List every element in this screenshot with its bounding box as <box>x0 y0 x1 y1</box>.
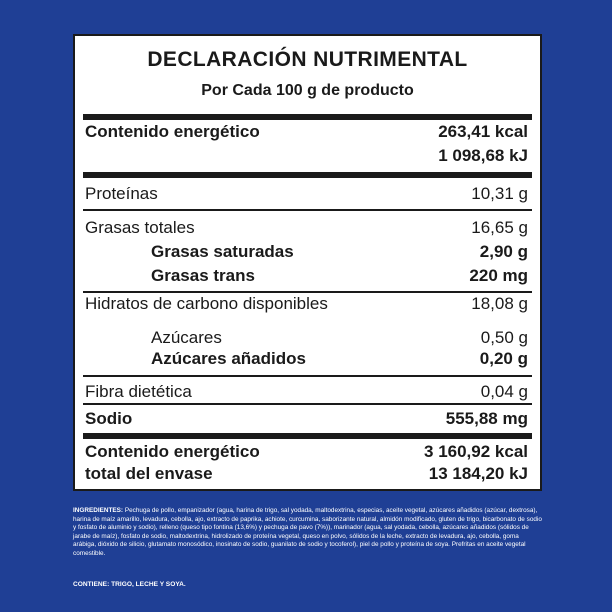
added-sugars-value: 0,20 g <box>479 349 528 368</box>
total-energy-row <box>83 442 528 488</box>
nutrition-title: DECLARACIÓN NUTRIMENTAL <box>147 48 468 71</box>
fiber-label: Fibra dietética <box>85 382 192 401</box>
energy-label: Contenido energético <box>85 122 260 141</box>
total-energy-kcal: 3 160,92 kcal <box>424 442 528 461</box>
saturated-fats-value: 2,90 g <box>479 242 528 261</box>
nutrition-subtitle: Por Cada 100 g de producto <box>201 82 414 99</box>
proteins-value: 10,31 g <box>471 184 528 203</box>
saturated-fats-label: Grasas saturadas <box>151 242 294 261</box>
energy-kj: 1 098,68 kJ <box>438 146 528 165</box>
carbs-value: 18,08 g <box>471 294 528 313</box>
divider-thin <box>83 403 532 405</box>
divider-thin <box>83 209 532 211</box>
nutrition-header <box>75 36 540 114</box>
divider-thick <box>83 172 532 178</box>
divider-thin <box>83 375 532 377</box>
ingredients-text <box>73 507 543 559</box>
divider-thin <box>83 291 532 293</box>
carbs-label: Hidratos de carbono disponibles <box>85 294 328 313</box>
energy-row <box>83 122 528 168</box>
total-energy-label-line2: total del envase <box>85 464 213 483</box>
allergens-statement: CONTIENE: TRIGO, LECHE Y SOYA. <box>73 581 186 588</box>
trans-fats-value: 220 mg <box>469 266 528 285</box>
total-energy-kj: 13 184,20 kJ <box>428 464 528 483</box>
added-sugars-label: Azúcares añadidos <box>151 349 306 368</box>
ingredients-body: Pechuga de pollo, empanizador (agua, harina de trigo, sal yodada, maltodextrina, especias, aceite vegetal, azúcares añadidos (azúcar, dextrosa), harina de maíz amarillo, levadura, cebolla, ajo, extracto de paprika, achiote, curcumina, saborizante natural, almidón modificado, gluten de trigo, bicarbonato de sodio y fosfato de aluminio y sodio), relleno (queso tipo fontina (13,6%) y pechuga de pavo (7%)), marinador (agua, sal yodada, cebolla, azúcares añadidos (sólidos de jarabe de maíz), fosfato de sodio, maltodextrina, hidrolizado de proteína vegetal, queso en polvo, sólidos de la leche, extracto de levadura, ajo, cebolla, goma arábiga, dióxido de silicio, glutamato monosódico, inosinato de sodio, guanilato de sodio y tocoferol), piel de pollo y proteína de soya. Prefritas en aceite vegetal comestible. <box>73 507 542 557</box>
fats-value: 16,65 g <box>471 218 528 237</box>
total-energy-label-line1: Contenido energético <box>85 442 260 461</box>
fiber-value: 0,04 g <box>480 382 528 401</box>
divider-thick <box>83 114 532 120</box>
sugars-label: Azúcares <box>151 328 222 347</box>
nutrition-facts-panel <box>73 34 542 491</box>
fats-label: Grasas totales <box>85 218 195 237</box>
proteins-label: Proteínas <box>85 184 158 203</box>
energy-kcal: 263,41 kcal <box>438 122 528 141</box>
divider-thick <box>83 433 532 439</box>
sugars-value: 0,50 g <box>480 328 528 347</box>
ingredients-label: INGREDIENTES: <box>73 507 124 514</box>
trans-fats-label: Grasas trans <box>151 266 255 285</box>
sodium-value: 555,88 mg <box>445 409 528 428</box>
sodium-label: Sodio <box>85 409 133 428</box>
